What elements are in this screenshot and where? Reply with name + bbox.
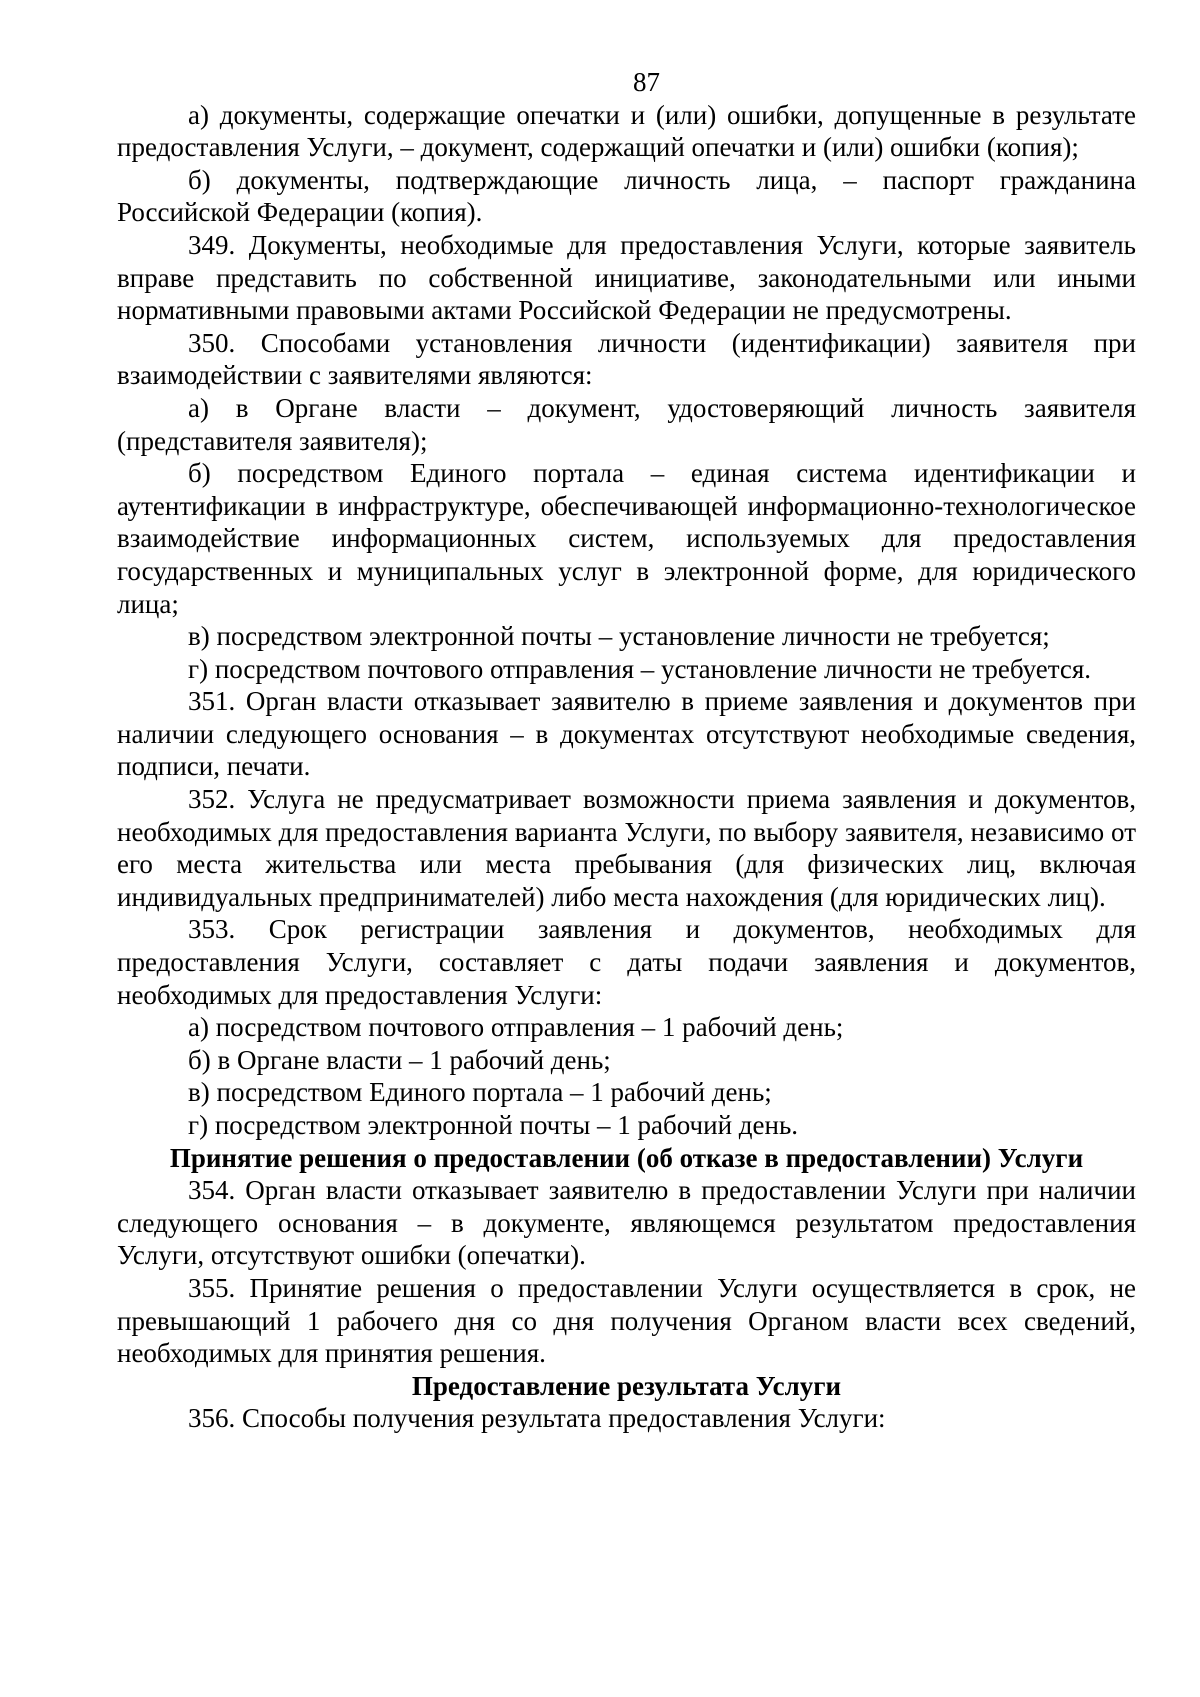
section-heading-decision: Принятие решения о предоставлении (об отказе в предоставлении) Услуги [169,1142,1084,1173]
paragraph: 353. Срок регистрации заявления и документов, необходимых для предоставления Услуги, составляет с даты подачи заявления и документов, необходимых для предоставления Услуги: [117,914,1136,1010]
paragraph: б) посредством Единого портала – единая система идентификации и аутентификации в инфраструктуре, обеспечивающей информационно-технологическое взаимодействие информационных систем, используемых для предоставления государственных и муниципальных услуг в электронной форме, для юридического лица; [117,458,1136,619]
paragraph: 349. Документы, необходимые для предоставления Услуги, которые заявитель вправе представить по собственной инициативе, законодательными или иными нормативными правовыми актами Российской Федерации не предусмотрены. [117,229,1136,326]
page-number: 87 [633,67,660,97]
paragraph: в) посредством электронной почты – установление личности не требуется; [188,621,1050,652]
paragraph: б) документы, подтверждающие личность лица, – паспорт гражданина Российской Федерации (копия). [117,164,1136,228]
paragraph: 355. Принятие решения о предоставлении Услуги осуществляется в срок, не превышающий 1 рабочего дня со дня получения Органом власти всех сведений, необходимых для принятия решения. [117,1272,1136,1369]
paragraph: а) в Органе власти – документ, удостоверяющий личность заявителя (представителя заявителя); [117,392,1136,456]
section-documents [117,99,1136,1142]
paragraph: 352. Услуга не предусматривает возможности приема заявления и документов, необходимых для предоставления варианта Услуги, по выбору заявителя, независимо от его места жительства или места пребывания (для физических лиц, включая индивидуальных предпринимателей) либо места нахождения (для юридических лиц). [117,784,1136,912]
section-heading-result: Предоставление результата Услуги [411,1370,842,1401]
paragraph: 356. Способы получения результата предоставления Услуги: [188,1403,886,1434]
section-decision [117,1174,1136,1370]
section-result [117,1402,1136,1435]
paragraph: г) посредством почтового отправления – установление личности не требуется. [188,653,1092,684]
paragraph: а) посредством почтового отправления – 1 рабочий день; [188,1012,844,1043]
paragraph: б) в Органе власти – 1 рабочий день; [188,1044,611,1075]
paragraph: 351. Орган власти отказывает заявителю в приеме заявления и документов при наличии следующего основания – в документах отсутствуют необходимые сведения, подписи, печати. [117,686,1136,782]
paragraph: в) посредством Единого портала – 1 рабочий день; [188,1077,772,1108]
paragraph: 354. Орган власти отказывает заявителю в предоставлении Услуги при наличии следующего основания – в документе, являющемся результатом предоставления Услуги, отсутствуют ошибки (опечатки). [117,1175,1136,1271]
paragraph: г) посредством электронной почты – 1 рабочий день. [188,1110,799,1140]
paragraph: а) документы, содержащие опечатки и (или) ошибки, допущенные в результате предоставления Услуги, – документ, содержащий опечатки и (или) ошибки (копия); [117,99,1136,163]
paragraph: 350. Способами установления личности (идентификации) заявителя при взаимодействии с заявителями являются: [117,327,1136,391]
